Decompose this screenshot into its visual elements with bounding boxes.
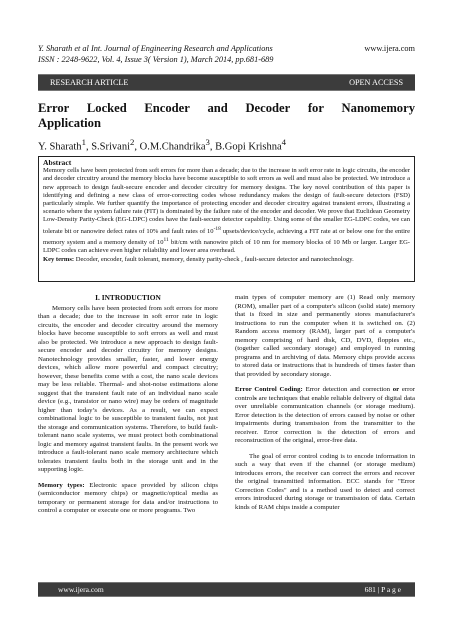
left-column (38, 294, 218, 523)
title-word: and (207, 101, 228, 115)
author-affiliation: 4 (281, 137, 287, 147)
citation-line-1: Y. Sharath et al Int. Journal of Engineering Research and Applications (38, 44, 273, 53)
keywords-text: Decoder, encoder, fault tolerant, memory, density parity-check , fault-secure detector and nanotechnology. (74, 255, 354, 263)
author-affiliation: 3 (205, 137, 210, 147)
keywords (43, 256, 410, 264)
author-name: Y. Sharath (38, 141, 82, 153)
author-name: B.Gopi Krishna (215, 141, 282, 153)
abstract-box (38, 156, 415, 282)
ecc-paragraph: The goal of error control coding is to encode information in such a way that even if the channel (or storage medium) introduces errors, the receiver can correct the errors and recover the original transmitted information. ECC stands for "Error Correction Codes" and is a method used to detect and correct errors introduced during storage or transmission of data. Certain kinds of RAM chips inside a computer (235, 452, 415, 511)
intro-paragraph: Memory cells have been protected from soft errors for more than a decade; due to the increase in soft error rate in logic circuits, the encoder and decoder circuitry around the memory blocks have become susceptible to soft errors as well and must also be protected. We introduce a new approach to design fault-secure encoder and decoder circuitry for memory designs. Nanotechnology provides smaller, faster, and lower energy devices, which allow more powerful and compact circuitry; however, these benefits come with a cost, the nano scale devices may be less reliable. Thermal- and shot-noise estimations alone suggest that the transient fault rate of an individual nano scale device (e.g., transistor or nano wire) may be orders of magnitude higher than today’s devices. As a result, we can expect combinational logic to be susceptible to transient faults, not just the storage and communication systems. Therefore, to build fault-tolerant nano scale systems, we must protect both combinational logic and memory against transient faults. In the present work we introduce a fault-tolerant nano scale memory architecture which tolerates transient faults both in the storage unit and in the supporting logic. (38, 304, 218, 473)
title-word: for (307, 101, 324, 115)
title-word: Decoder (245, 101, 291, 115)
title-word: Nanomemory (341, 101, 415, 115)
memory-types-label: Memory types: (38, 481, 85, 489)
memory-types-paragraph: Memory types: Electronic space provided by silicon chips (semiconductor memory chips) or magnetic/optical media as temporary or permanent storage for data and/or instructions to control a computer or execute one or more programs. Two (38, 481, 219, 514)
right-column (235, 294, 415, 519)
author-affiliation: 2 (129, 137, 135, 147)
header-website[interactable]: www.ijera.com (364, 44, 415, 53)
open-access-label: OPEN ACCESS (349, 78, 403, 87)
keywords-label: Key terms: (43, 255, 75, 263)
page-footer (38, 582, 415, 597)
title-word: Locked (86, 101, 127, 115)
abstract-text: Memory cells have been protected from soft errors for more than a decade; due to the increase in soft error rate in logic circuits, the encoder and decoder circuitry around the memory blocks have become susceptible to soft errors as well and must also be protected. We introduce a new approach to design fault-secure encoder and decoder circuitry for memory designs. The key novel contribution of this paper is identifying and defining a new class of error-correcting codes whose redundancy makes the design of fault-secure detectors (FSD) particularly simple. We further quantify the importance of protecting encoder and decoder circuitry against transient errors, illustrating a scenario where the system failure rate (FIT) is dominated by the failure rate of the encoder and decoder. We prove that Euclidean Geometry Low-Density Parity-Check (EG-LDPC) codes have the fault-secure detector capability. Using some of the smaller EG-LDPC codes, we can tolerate bit or nanowire defect rates of 10% and fault rates of $10^{-18}$ upsets/device/cycle, achieving a FIT rate at or below one for the entire memory system and a memory density of $10^{11}$ bit/cm with nanowire pitch of 10 nm for memory blocks of 10 Mb or larger. Larger EG-LDPC codes can achieve even higher reliability and lower area overhead. (43, 167, 410, 255)
paper-title (38, 101, 415, 131)
research-article-label: RESEARCH ARTICLE (50, 78, 129, 87)
running-header (38, 44, 338, 65)
author-list: Y. Sharath$^1$, S.Srivani$^2$, O.M.Chandrika$^3$, B.Gopi Krishna$^4$ (38, 137, 287, 153)
title-line-1 (38, 101, 415, 116)
citation-line-2: ISSN : 2248-9622, Vol. 4, Issue 3( Version 1), March 2014, pp.681-689 (38, 54, 274, 64)
error-control-label: Error Control Coding: (235, 386, 303, 393)
title-word: Encoder (144, 101, 190, 115)
error-control-paragraph: Error Control Coding: Error detection and correction or error controls are techniques that enable reliable delivery of digital data over unreliable communication channels (or storage medium). Error detection is the detection of errors caused by noise or other impairments during transmission from the transmitter to the receiver. Error correction is the detection of errors and reconstruction of the original, error-free data. (235, 386, 415, 444)
author-name: O.M.Chandrika (139, 141, 206, 153)
author-name: S.Srivani (91, 141, 130, 153)
article-banner (38, 74, 415, 91)
memory-types-continued: main types of computer memory are (1) Read only memory (ROM), smaller part of a computer's silicon (solid state) memory that is fixed in size and permanently stores manufacturer's instructions to run the computer when it is switched on. (2) Random access memory (RAM), larger part of a computer's memory comprising of hard disk, CD, DVD, floppies etc., (together called secondary storage) and employed in running programs and in archiving of data. Memory chips provide access to stored data or instructions that is hundreds of times faster than that provided by secondary storage. (235, 294, 415, 378)
abstract-heading: Abstract (43, 158, 72, 167)
author-affiliation: 1 (81, 137, 86, 147)
title-word: Error (38, 101, 70, 115)
footer-website[interactable]: www.ijera.com (58, 585, 104, 594)
page-number: 681 | P a g e (364, 585, 401, 594)
section-heading-introduction: I. INTRODUCTION (95, 293, 161, 302)
title-line-2: Application (38, 116, 101, 130)
